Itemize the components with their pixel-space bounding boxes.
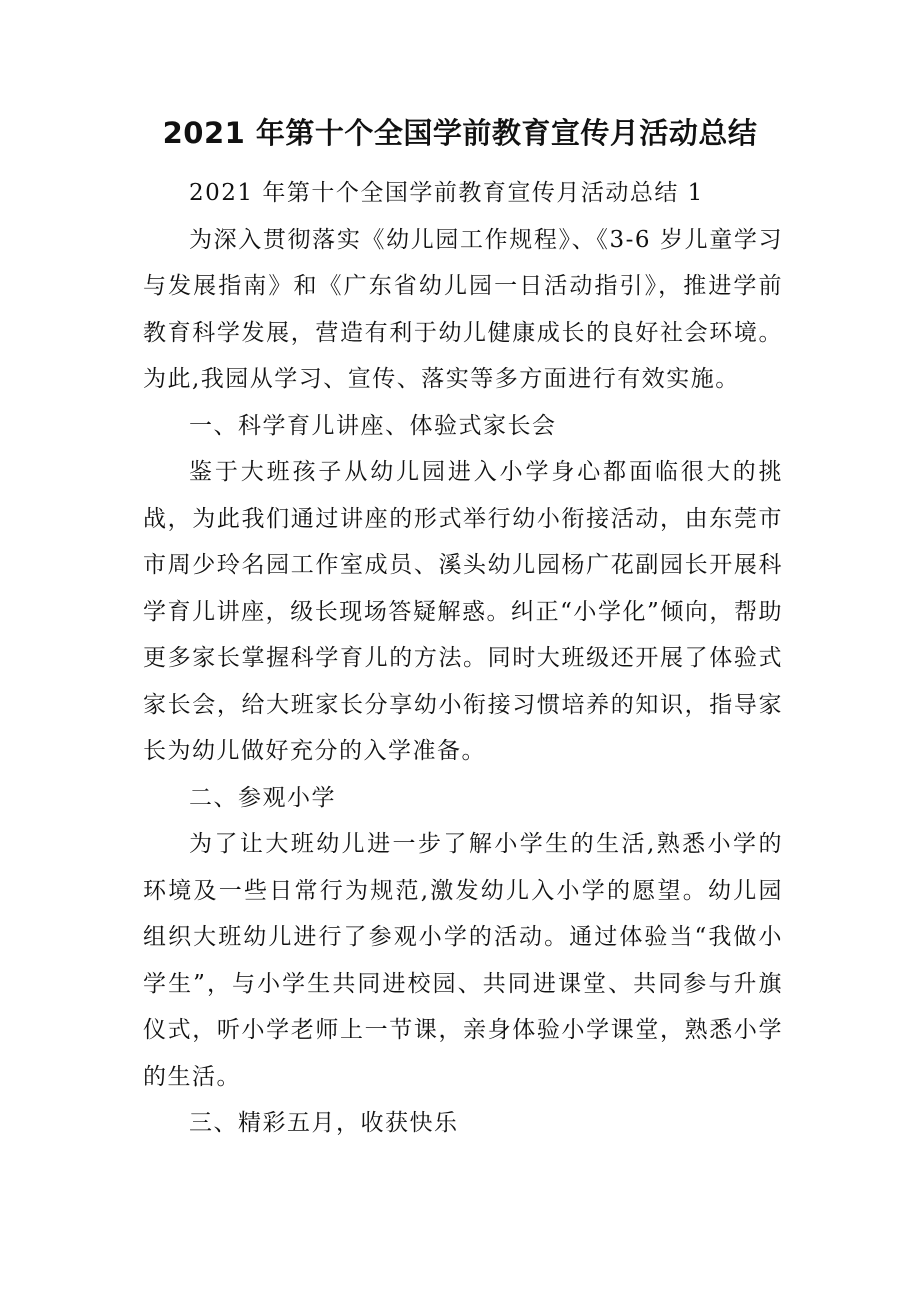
intro-paragraph: 为深入贯彻落实《幼儿园工作规程》、《3-6 岁儿童学习与发展指南》和《广东省幼儿园一日活动指引》，推进学前教育科学发展，营造有利于幼儿健康成长的良好社会环境。为此,我园从学习、宣传、落实等多方面进行有效实施。 <box>143 226 783 392</box>
document-body <box>143 170 783 1147</box>
section-heading-3: 三、精彩五月，收获快乐 <box>189 1110 459 1136</box>
section-1-paragraph: 鉴于大班孩子从幼儿园进入小学身心都面临很大的挑战，为此我们通过讲座的形式举行幼小衔接活动，由东莞市市周少玲名园工作室成员、溪头幼儿园杨广花副园长开展科学育儿讲座，级长现场答疑解惑。纠正“小学化”倾向，帮助更多家长掌握科学育儿的方法。同时大班级还开展了体验式家长会，给大班家长分享幼小衔接习惯培养的知识，指导家长为幼儿做好充分的入学准备。 <box>143 459 783 764</box>
document-title: 2021 年第十个全国学前教育宣传月活动总结 <box>162 116 758 150</box>
section-2-paragraph: 为了让大班幼儿进一步了解小学生的生活,熟悉小学的环境及一些日常行为规范,激发幼儿入小学的愿望。幼儿园组织大班幼儿进行了参观小学的活动。通过体验当“我做小学生”，与小学生共同进校园、共同进课堂、共同参与升旗仪式，听小学老师上一节课，亲身体验小学课堂，熟悉小学的生活。 <box>143 831 783 1090</box>
section-heading-2: 二、参观小学 <box>189 784 336 811</box>
subtitle-paragraph: 2021 年第十个全国学前教育宣传月活动总结 1 <box>189 180 704 206</box>
section-heading-1: 一、科学育儿讲座、体验式家长会 <box>189 412 557 439</box>
